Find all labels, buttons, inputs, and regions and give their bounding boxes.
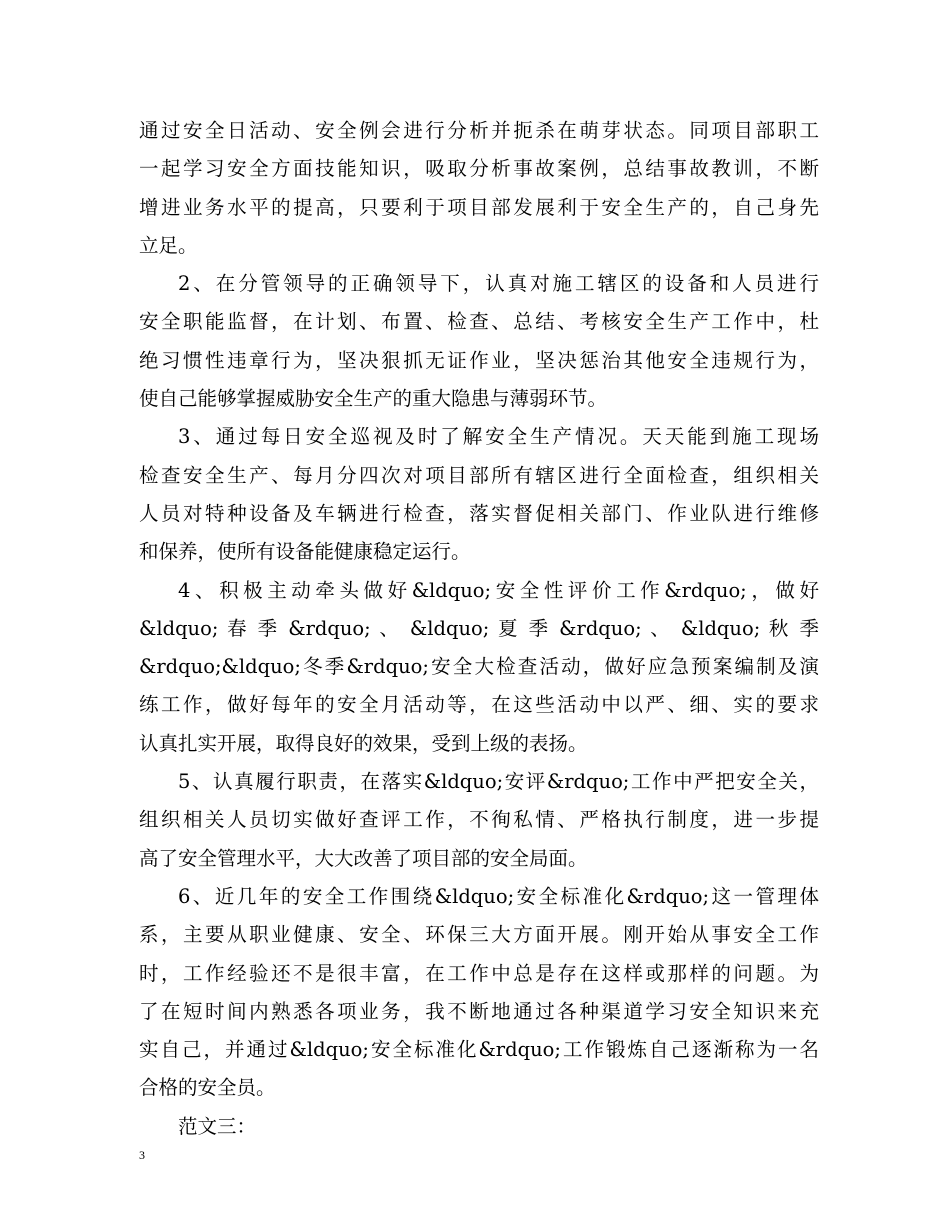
- page-number: 3: [139, 1148, 145, 1162]
- text-line: 使自己能够掌握威胁安全生产的重大隐患与薄弱环节。: [139, 387, 608, 411]
- text-line: 一起学习安全方面技能知识，吸取分析事故案例，总结事故教训，不断: [139, 157, 819, 181]
- text-line: 认真扎实开展，取得良好的效果，受到上级的表扬。: [139, 731, 588, 755]
- text-line: 时，工作经验还不是很丰富，在工作中总是存在这样或那样的问题。为: [139, 961, 819, 985]
- text-line: 检查安全生产、每月分四次对项目部所有辖区进行全面检查，组织相关: [139, 463, 819, 487]
- text-line: &ldquo; 春 季 &rdquo; 、 &ldquo; 夏 季 &rdquo; 、 &ldquo; 秋 季: [139, 616, 819, 640]
- text-line: 练工作，做好每年的安全月活动等，在这些活动中以严、细、实的要求: [139, 693, 819, 717]
- text-line: 高了安全管理水平，大大改善了项目部的安全局面。: [139, 846, 588, 870]
- text-line: 6、近几年的安全工作围绕&ldquo;安全标准化&rdquo;这一管理体: [178, 884, 819, 908]
- section-heading: 范文三：: [178, 1114, 257, 1138]
- text-line: 2、在分管领导的正确领导下，认真对施工辖区的设备和人员进行: [178, 272, 819, 296]
- text-line: 组织相关人员切实做好查评工作，不徇私情、严格执行制度，进一步提: [139, 808, 819, 832]
- text-line: 增进业务水平的提高，只要利于项目部发展利于安全生产的，自己身先: [139, 195, 819, 219]
- text-line: 人员对特种设备及车辆进行检查，落实督促相关部门、作业队进行维修: [139, 501, 819, 525]
- text-line: 合格的安全员。: [139, 1076, 276, 1100]
- text-line: 4、积极主动牵头做好&ldquo;安全性评价工作&rdquo;，做好: [178, 578, 819, 602]
- text-line: 绝习惯性违章行为，坚决狠抓无证作业，坚决惩治其他安全违规行为，: [139, 348, 819, 372]
- text-line: 立足。: [139, 233, 198, 257]
- text-line: 3、通过每日安全巡视及时了解安全生产情况。天天能到施工现场: [178, 425, 819, 449]
- text-line: 了在短时间内熟悉各项业务，我不断地通过各种渠道学习安全知识来充: [139, 999, 819, 1023]
- text-line: 安全职能监督，在计划、布置、检查、总结、考核安全生产工作中，杜: [139, 310, 819, 334]
- text-line: 实自己，并通过&ldquo;安全标准化&rdquo;工作锻炼自己逐渐称为一名: [139, 1038, 819, 1062]
- text-line: 系，主要从职业健康、安全、环保三大方面开展。刚开始从事安全工作: [139, 923, 819, 947]
- body-text: [139, 112, 819, 1146]
- text-line: 和保养，使所有设备能健康稳定运行。: [139, 540, 471, 564]
- text-line: &rdquo;&ldquo;冬季&rdquo;安全大检查活动，做好应急预案编制及演: [139, 655, 819, 679]
- text-line: 通过安全日活动、安全例会进行分析并扼杀在萌芽状态。同项目部职工: [139, 119, 819, 142]
- text-line: 5、认真履行职责，在落实&ldquo;安评&rdquo;工作中严把安全关，: [178, 770, 819, 794]
